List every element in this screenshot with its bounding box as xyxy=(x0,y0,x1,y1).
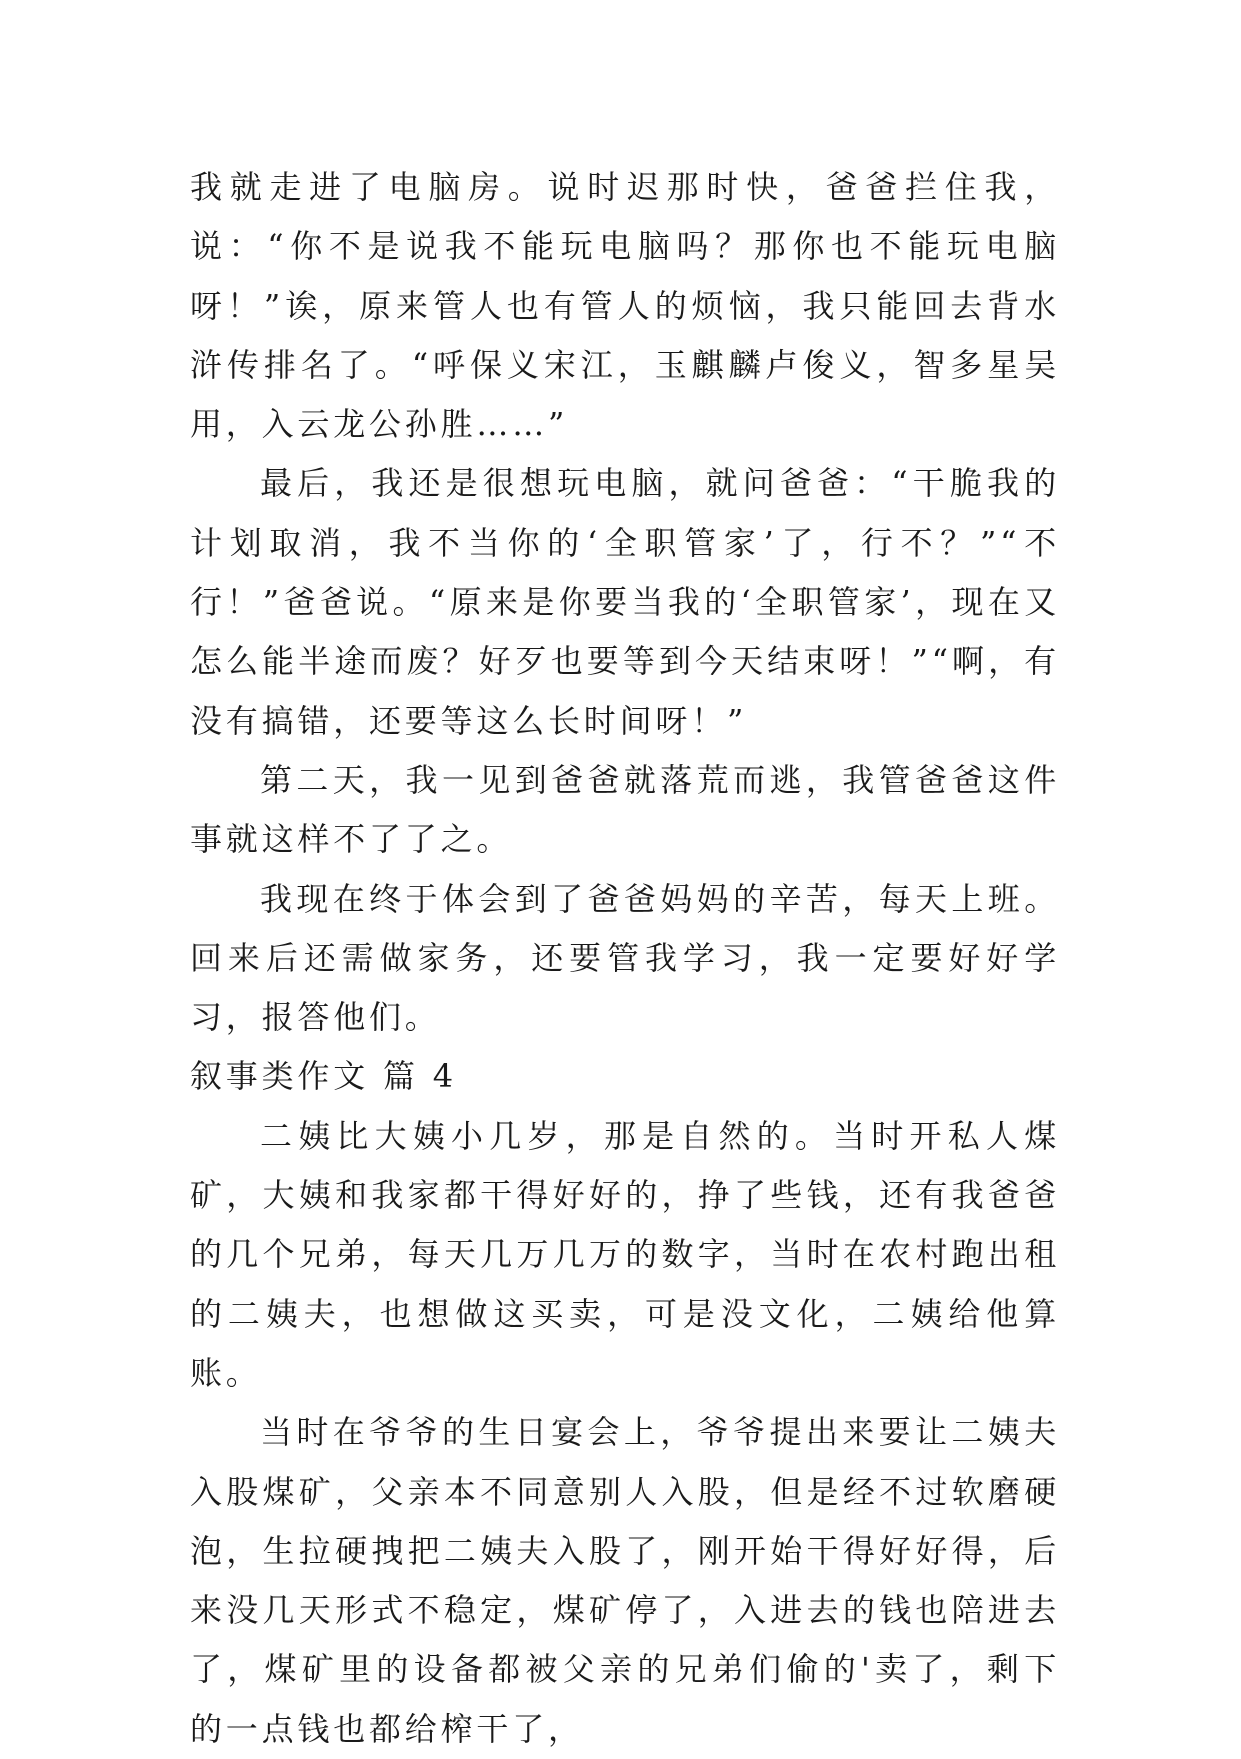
paragraph: 当时在爷爷的生日宴会上，爷爷提出来要让二姨夫入股煤矿，父亲本不同意别人入股，但是经不过软磨硬泡，生拉硬拽把二姨夫入股了，刚开始干得好好得，后来没几天形式不稳定，煤矿停了，入进去的钱也陪进去了，煤矿里的设备都被父亲的兄弟们偷的'卖了，剩下的一点钱也都给榨干了， xyxy=(190,1413,1060,1748)
paragraph: 我现在终于体会到了爸爸妈妈的辛苦，每天上班。回来后还需做家务，还要管我学习，我一定要好好学习，报答他们。 xyxy=(190,879,1060,1037)
paragraph-continued: 我就走进了电脑房。说时迟那时快，爸爸拦住我，说：“你不是说我不能玩电脑吗？那你也不能玩电脑呀！”诶，原来管人也有管人的烦恼，我只能回去背水浒传排名了。“呼保义宋江，玉麒麟卢俊义，智多星吴用，入云龙公孙胜……” xyxy=(190,168,1060,444)
paragraph: 第二天，我一见到爸爸就落荒而逃，我管爸爸这件事就这样不了了之。 xyxy=(190,760,1060,859)
paragraph: 二姨比大姨小几岁，那是自然的。当时开私人煤矿，大姨和我家都干得好好的，挣了些钱，还有我爸爸的几个兄弟，每天几万几万的数字，当时在农村跑出租的二姨夫，也想做这买卖，可是没文化，二姨给他算账。 xyxy=(190,1116,1060,1392)
section-heading: 叙事类作文 篇 4 xyxy=(190,1057,457,1096)
document-page xyxy=(190,158,1060,1759)
paragraph: 最后，我还是很想玩电脑，就问爸爸：“干脆我的计划取消，我不当你的‘全职管家’了，行不？”“不行！”爸爸说。“原来是你要当我的‘全职管家’，现在又怎么能半途而废？好歹也要等到今天结束呀！”“啊，有没有搞错，还要等这么长时间呀！” xyxy=(190,464,1060,740)
